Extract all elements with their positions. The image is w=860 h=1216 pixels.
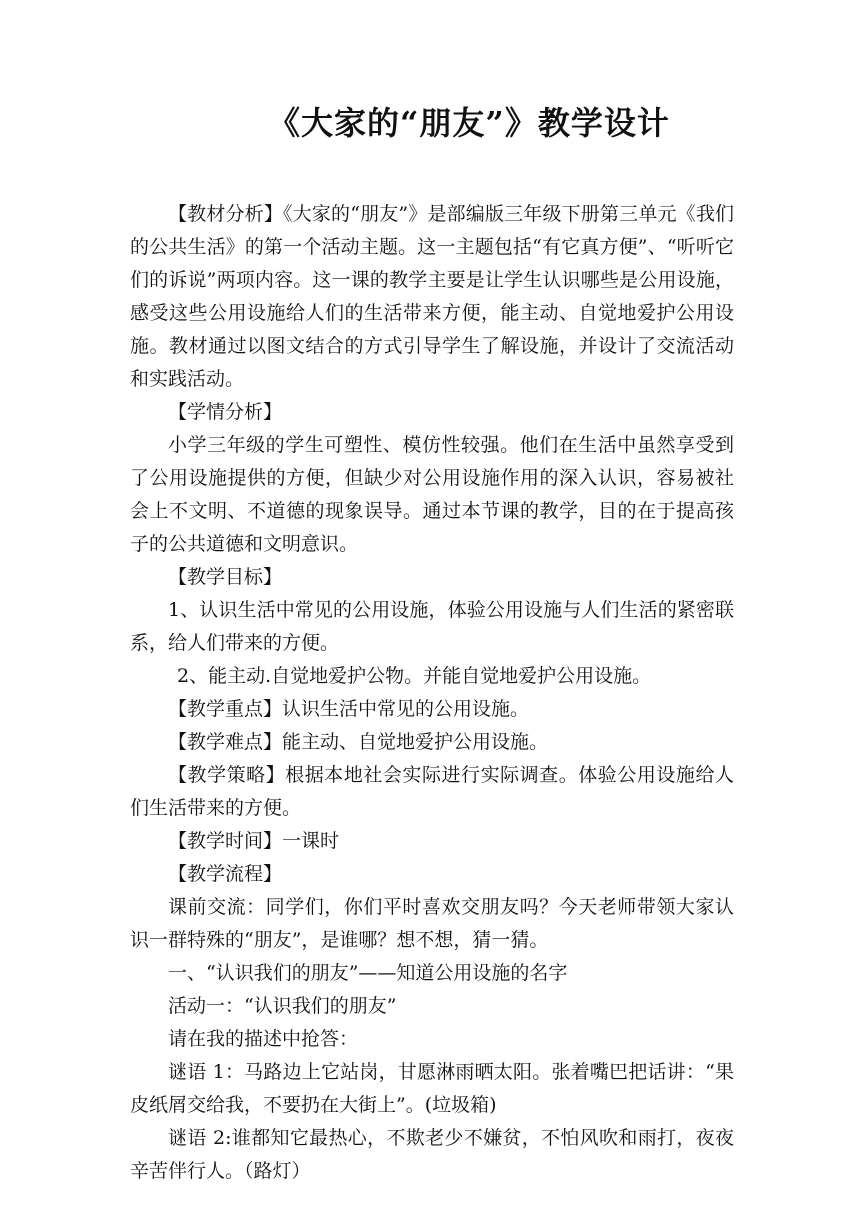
paragraph-goal-1: 1、认识生活中常见的公用设施，体验公用设施与人们生活的紧密联系，给人们带来的方便。 — [130, 599, 734, 654]
paragraph-goal-2: 2、能主动.自觉地爱护公物。并能自觉地爱护公用设施。 — [177, 665, 652, 687]
paragraph-textbook-analysis: 【教材分析】《大家的“朋友”》是部编版三年级下册第三单元《我们的公共生活》的第一个活动主题。这一主题包括“有它真方便”、“听听它们的诉说”两项内容。这一课的教学主要是让学生认识哪些是公用设施，感受这些公用设施给人们的生活带来方便，能主动、自觉地爱护公用设施。教材通过以图文结合的方式引导学生了解设施，并设计了交流活动和实践活动。 — [130, 203, 734, 390]
paragraph-teaching-time: 【教学时间】一课时 — [168, 830, 340, 852]
paragraph-strategy: 【教学策略】根据本地社会实际进行实际调查。体验公用设施给人们生活带来的方便。 — [130, 764, 734, 819]
paragraph-riddle-1: 谜语 1：马路边上它站岗，甘愿淋雨晒太阳。张着嘴巴把话讲：“果皮纸屑交给我，不要扔在大街上”。(垃圾箱) — [130, 1061, 734, 1116]
paragraph-difficult-point: 【教学难点】能主动、自觉地爱护公用设施。 — [168, 731, 549, 753]
paragraph-key-point: 【教学重点】认识生活中常见的公用设施。 — [168, 698, 530, 720]
paragraph-pre-class-talk: 课前交流：同学们，你们平时喜欢交朋友吗？今天老师带领大家认识一群特殊的“朋友”，是谁哪？想不想，猜一猜。 — [130, 896, 734, 951]
heading-section-one: 一、“认识我们的朋友”——知道公用设施的名字 — [168, 962, 568, 984]
paragraph-activity-one: 活动一：“认识我们的朋友” — [168, 995, 397, 1017]
paragraph-quick-answer: 请在我的描述中抢答： — [168, 1028, 359, 1050]
paragraph-riddle-2: 谜语 2:谁都知它最热心，不欺老少不嫌贫，不怕风吹和雨打，夜夜辛苦伴行人。（路灯） — [130, 1127, 734, 1182]
heading-teaching-process: 【教学流程】 — [168, 863, 283, 885]
heading-learner-analysis: 【学情分析】 — [168, 401, 283, 423]
heading-teaching-goals: 【教学目标】 — [168, 566, 283, 588]
paragraph-learner-analysis: 小学三年级的学生可塑性、模仿性较强。他们在生活中虽然享受到了公用设施提供的方便，但缺少对公用设施作用的深入认识，容易被社会上不文明、不道德的现象误导。通过本节课的教学，目的在于提高孩子的公共道德和文明意识。 — [130, 434, 734, 555]
document-body — [130, 198, 734, 1188]
document-title: 《大家的“朋友”》教学设计 — [268, 104, 670, 142]
